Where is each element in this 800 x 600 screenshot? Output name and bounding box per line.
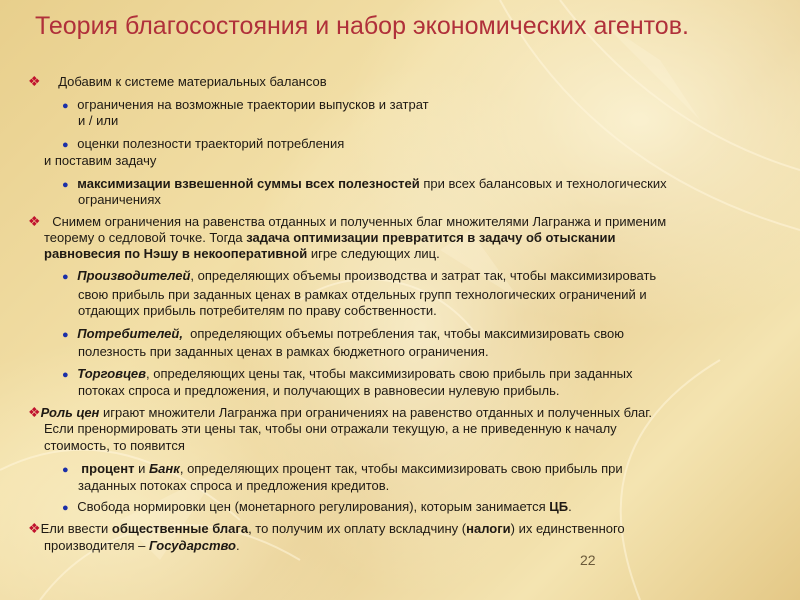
text-line: отдающих прибыль потребителям по праву собственности. [78, 303, 437, 318]
text-fragment: определяющих объемы потребления так, чтобы максимизировать свою [182, 326, 625, 341]
text-line: и поставим задачу [44, 153, 157, 168]
text-line: полезность при заданных ценах в рамках бюджетного ограничения. [78, 344, 489, 359]
text-line: Добавим к системе материальных балансов [58, 74, 327, 89]
sub-bullet [62, 326, 624, 343]
text-fragment: , то получим их оплату вскладчину ( [248, 521, 467, 536]
emphasis-text: налоги [466, 521, 511, 536]
sub-bullet [62, 268, 656, 285]
sub-bullet [62, 97, 429, 114]
emphasis-text: Производителей [77, 268, 191, 283]
text-line: потоках спроса и предложения, и получающих в равновесии нулевую прибыль. [78, 383, 560, 398]
text-fragment: . [236, 538, 240, 553]
text-line: ограничениях [78, 192, 161, 207]
dot-bullet-icon: ● [62, 179, 69, 191]
text-line: заданных потоках спроса и предложения кредитов. [78, 478, 390, 493]
text-line: стоимость, то появится [44, 438, 185, 453]
dot-bullet-icon: ● [62, 369, 69, 381]
text-fragment: теорему о седловой точке. Тогда [44, 230, 247, 245]
dot-bullet-icon: ● [62, 139, 69, 151]
emphasis-text: Банк [148, 461, 180, 476]
emphasis-text: максимизации взвешенной суммы всех полезностей [77, 176, 420, 191]
diamond-bullet-icon: ❖ [28, 213, 41, 229]
dot-bullet-icon: ● [62, 502, 69, 514]
text-fragment: . [568, 499, 572, 514]
text-fragment: и [134, 461, 149, 476]
text-line [44, 230, 615, 246]
text-fragment: игре следующих лиц. [307, 246, 440, 261]
dot-bullet-icon: ● [62, 100, 69, 112]
emphasis-text: Роль цен [40, 405, 100, 420]
emphasis-text: ЦБ [549, 499, 569, 514]
text-line: оценки полезности траекторий потребления [77, 136, 345, 151]
text-line: Если пренормировать эти цены так, чтобы они отражали текущую, а не приведенную к началу [44, 421, 617, 436]
sub-bullet [62, 176, 667, 193]
text-line: свою прибыль при заданных ценах в рамках отдельных групп технологических ограничений и [78, 287, 647, 302]
bullet-4 [28, 520, 625, 537]
text-line [44, 246, 440, 262]
text-line: ограничения на возможные траектории выпусков и затрат [77, 97, 429, 112]
bullet-3 [28, 404, 652, 421]
text-line: и / или [78, 113, 119, 128]
text-fragment: играют множители Лагранжа при ограничениях на равенство отданных и полученных благ. [99, 405, 653, 420]
sub-bullet [62, 461, 623, 478]
dot-bullet-icon: ● [62, 464, 69, 476]
text-fragment: Свобода нормировки цен (монетарного регулирования), которым занимается [77, 499, 550, 514]
text-fragment: Ели ввести [40, 521, 112, 536]
emphasis-text: Потребителей, [77, 326, 183, 341]
diamond-bullet-icon: ❖ [28, 404, 41, 420]
text-line: Снимем ограничения на равенства отданных и полученных благ множителями Лагранжа и применим [52, 214, 667, 229]
emphasis-text: процент [81, 461, 135, 476]
sub-bullet [62, 136, 344, 153]
text-fragment: производителя – [44, 538, 149, 553]
sub-bullet [62, 366, 633, 383]
text-fragment: , определяющих процент так, чтобы максимизировать свою прибыль при [179, 461, 623, 476]
bullet-2 [28, 213, 666, 230]
emphasis-text: равновесия по Нэшу в некооперативной [44, 246, 308, 261]
emphasis-text: Государство [148, 538, 236, 553]
slide-title: Теория благосостояния и набор экономических агентов. [35, 12, 689, 40]
diamond-bullet-icon: ❖ [28, 73, 41, 89]
text-line [44, 538, 240, 554]
dot-bullet-icon: ● [62, 329, 69, 341]
emphasis-text: Торговцев [77, 366, 147, 381]
sub-bullet [62, 499, 572, 516]
diamond-bullet-icon: ❖ [28, 520, 41, 536]
text-fragment: ) их единственного [510, 521, 625, 536]
emphasis-text: задача оптимизации превратится в задачу об отыскании [246, 230, 616, 245]
emphasis-text: общественные блага [111, 521, 249, 536]
bullet-1 [28, 73, 327, 90]
text-line: при всех балансовых и технологических [419, 176, 667, 191]
page-number: 22 [580, 552, 596, 568]
dot-bullet-icon: ● [62, 271, 69, 283]
text-fragment: , определяющих объемы производства и затрат так, чтобы максимизировать [190, 268, 657, 283]
text-fragment: , определяющих цены так, чтобы максимизировать свою прибыль при заданных [146, 366, 633, 381]
